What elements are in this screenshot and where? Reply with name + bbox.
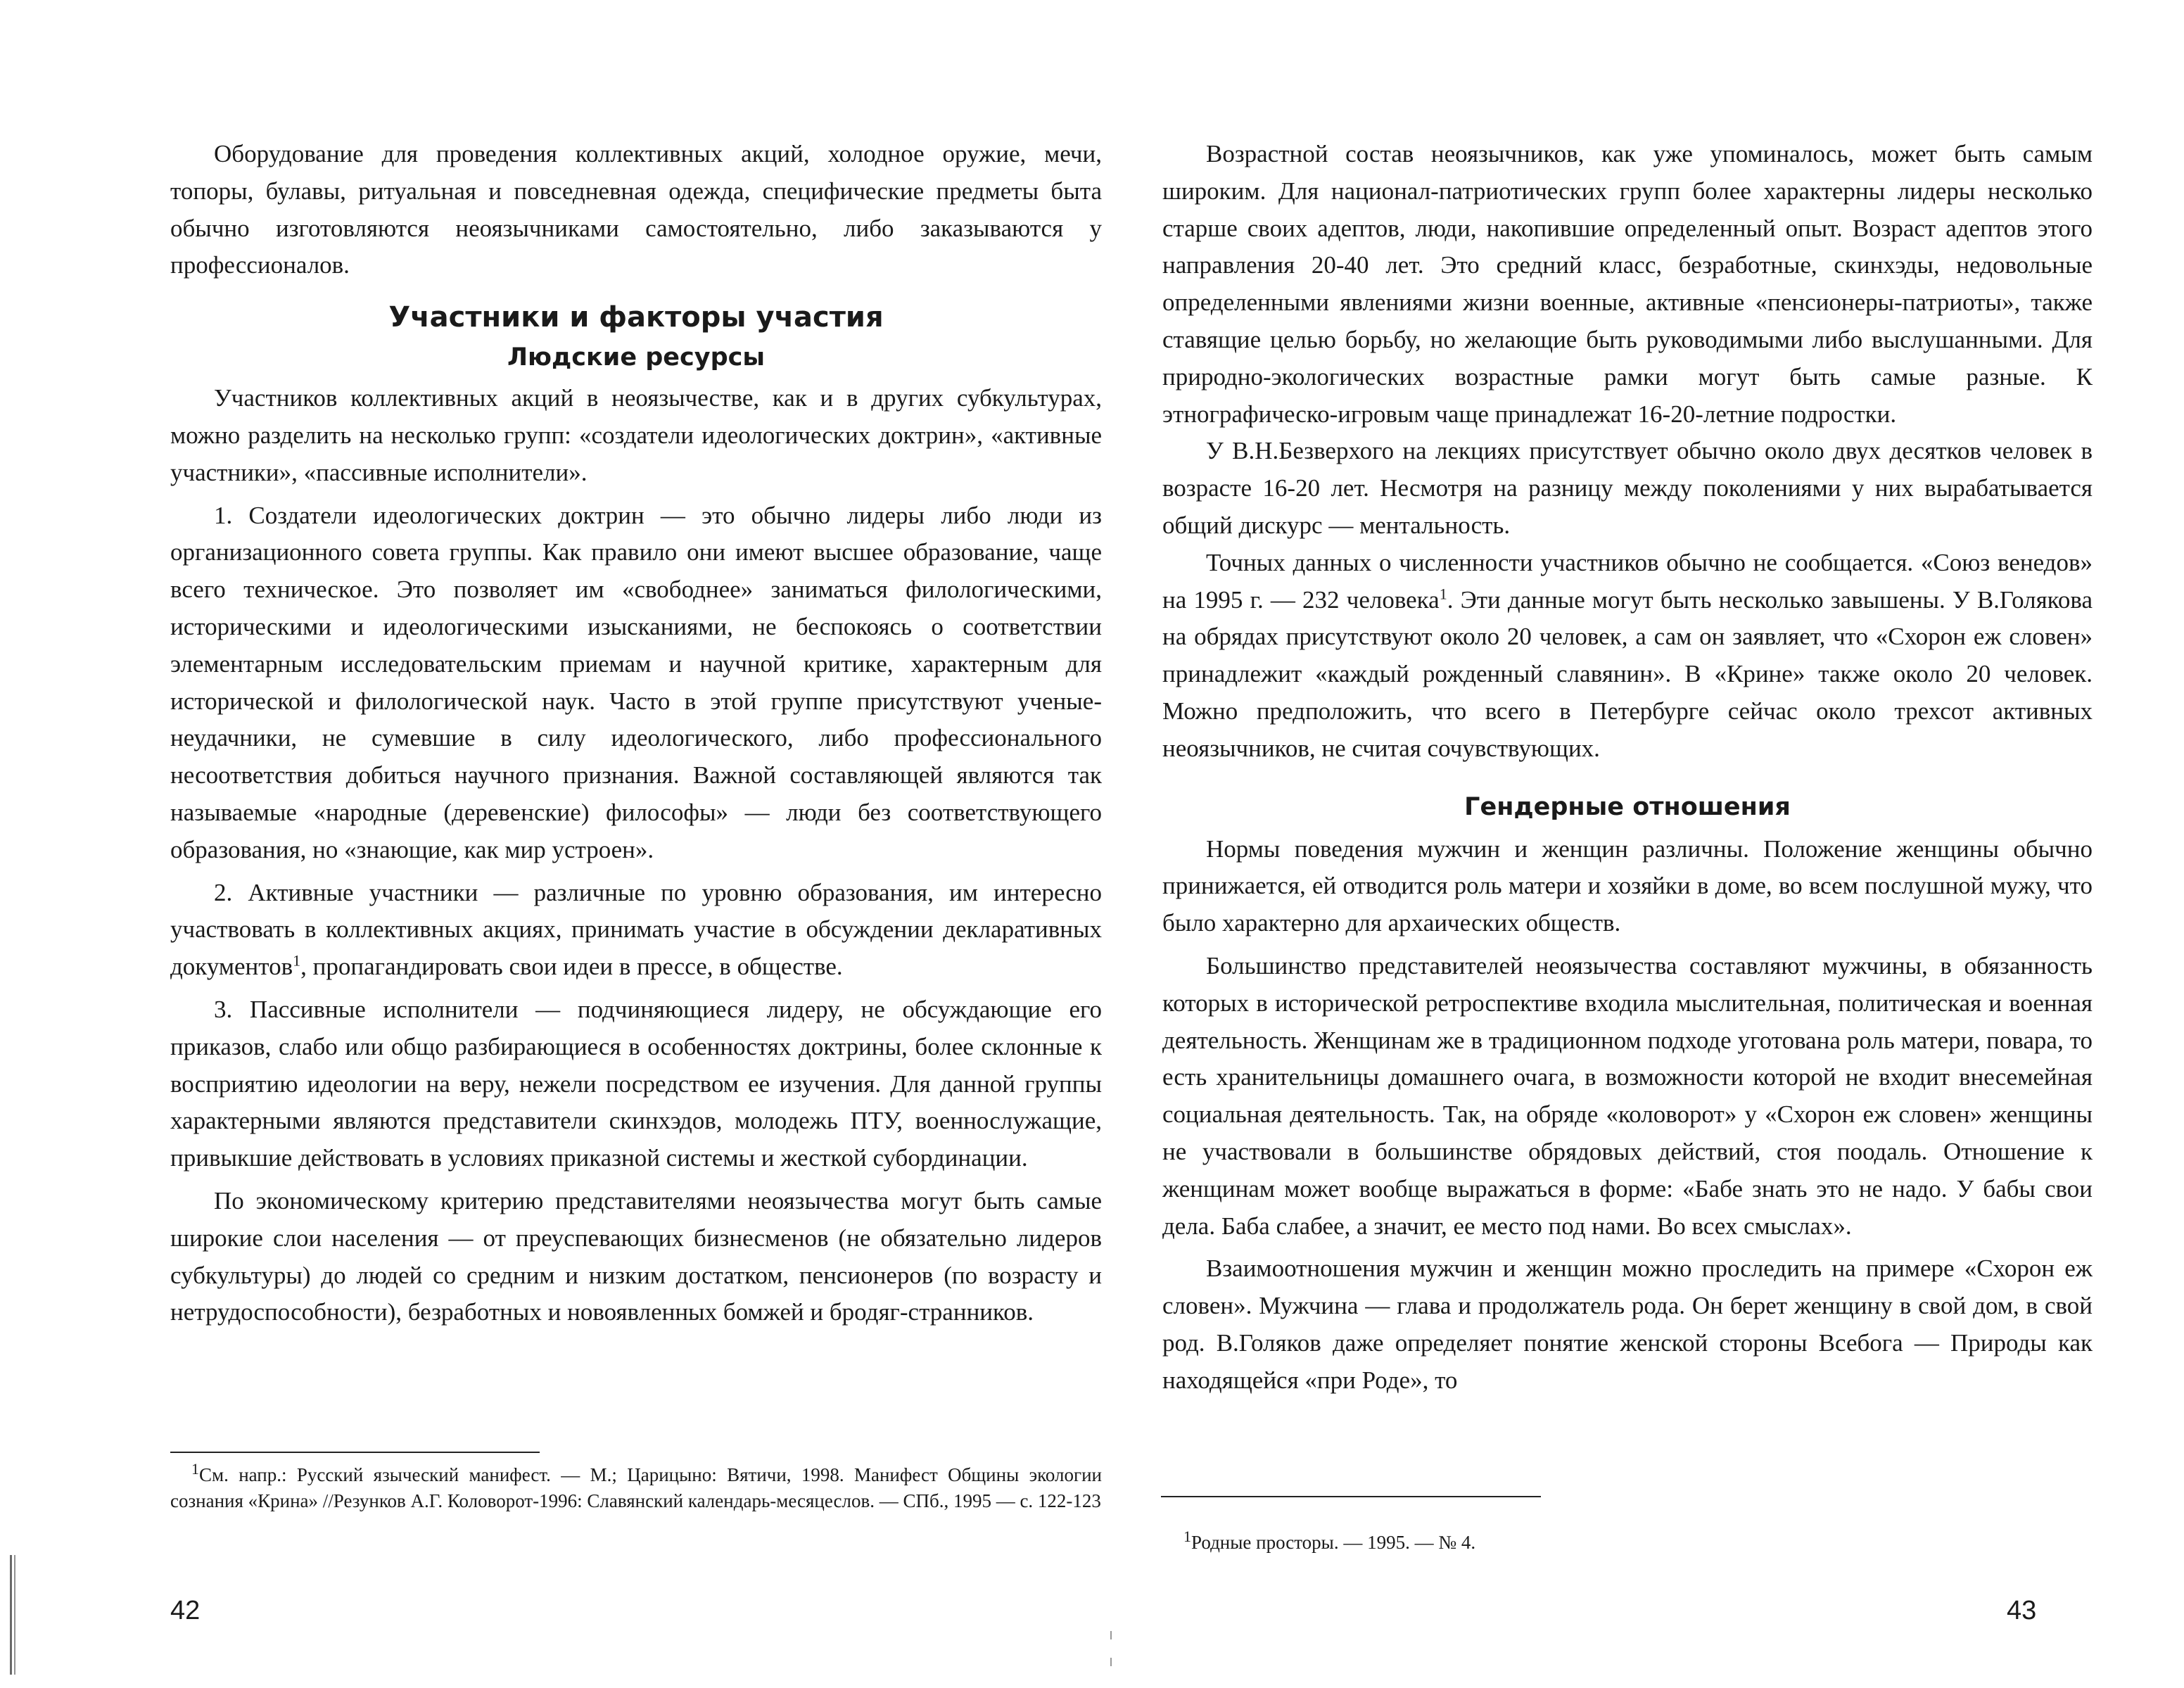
gutter-mark bbox=[1110, 1658, 1112, 1666]
subsection-heading-human-resources: Людские ресурсы bbox=[507, 343, 766, 372]
footnote-text: Родные просторы. — 1995. — № 4. bbox=[1191, 1532, 1476, 1553]
spine-mark bbox=[10, 1555, 20, 1675]
paragraph-text: Точных данных о численности участников обычно не сообщается. «Союз венедов» на 1995 г. — 232 человека bbox=[1162, 548, 2093, 614]
right-page bbox=[1092, 0, 2184, 1688]
right-paragraph: Возрастной состав неоязычников, как уже упоминалось, может быть самым широким. Для национал-патриотических групп более характерны лидеры несколько старше своих адептов, люди, накопившие определенный опыт. Возраст адептов этого направления 20-40 лет. Это средний класс, безработные, скинхэды, недовольные определенными явлениями жизни военные, активные «пенсионеры-патриоты», также ставящие целью борьбу, но желающие быть руководимыми либо выслушанными. Для природно-экологических возрастные рамки могут быть самые разные. К этнографическо-игровым чаще принадлежат 16-20-летние подростки. bbox=[1162, 140, 2093, 428]
left-paragraph-intro: Оборудование для проведения коллективных акций, холодное оружие, мечи, топоры, булавы, ритуальная и повседневная одежда, специфические предметы быта обычно изготовляются неоязычниками самостоятельно, либо заказываются у профессионалов. bbox=[170, 140, 1102, 279]
footnote-ref: 1 bbox=[1439, 584, 1447, 602]
right-paragraph: Взаимоотношения мужчин и женщин можно проследить на примере «Схорон еж словен». Мужчина — глава и продолжатель рода. Он берет женщину в свой дом, в свой род. В.Голяков даже определяет понятие женской стороны Всебога — Природы как находящейся «при Роде», то bbox=[1162, 1255, 2093, 1394]
right-footnote bbox=[1162, 1530, 2093, 1556]
right-paragraph: Нормы поведения мужчин и женщин различны. Положение женщины обычно принижается, ей отводится роль матери и хозяйки в доме, во всем послушной мужу, что было характерно для архаических обществ. bbox=[1162, 835, 2093, 937]
left-footnote bbox=[170, 1462, 1102, 1514]
paragraph-text: . Эти данные могут быть несколько завышены. У В.Голякова на обрядах присутствуют около 20 человек, а сам он заявляет, что «Схорон еж словен» принадлежит «каждый рожденный славянин». В «Крине» также около 20 человек. Можно предположить, что всего в Петербурге сейчас около трехсот активных неоязычников, не считая сочувствующих. bbox=[1162, 585, 2093, 762]
left-paragraph: 3. Пассивные исполнители — подчиняющиеся лидеру, не обсуждающие его приказов, слабо или общо разбирающиеся в особенностях доктрины, более склонные к восприятию идеологии на веру, нежели посредством ее изучения. Для данной группы характерными являются представители скинхэдов, молодежь ПТУ, военнослужащие, привыкшие действовать в условиях приказной системы и жесткой субординации. bbox=[170, 995, 1102, 1172]
gutter-mark bbox=[1110, 1631, 1112, 1639]
footnote-divider-right bbox=[1161, 1496, 1541, 1497]
section-heading: Участники и факторы участия bbox=[388, 301, 884, 334]
left-paragraph: Участников коллективных акций в неоязычестве, как и в других субкультурах, можно разделить на несколько групп: «создатели идеологических доктрин», «активные участники», «пассивные исполнители». bbox=[170, 384, 1102, 486]
right-paragraph-count bbox=[1162, 545, 2093, 768]
page-number: 42 bbox=[170, 1596, 201, 1625]
right-paragraph: Большинство представителей неоязычества составляют мужчины, в обязанность которых в исторической ретроспективе входила мыслительная, политическая и военная деятельность. Женщинам же в традиционном подходе уготована роль матери, повара, то есть хранительницы домашнего очага, в возможности которой не входит внесемейная социальная деятельность. Так, на обряде «коловорот» у «Схорон еж словен» женщины не участвовали в большинстве обрядовых действий, стоя поодаль. Отношение к женщинам может вообще выражаться в форме: «Бабе знать это не надо. У бабы свои дела. Баба слабее, а значит, ее место под нами. Во всех смыслах». bbox=[1162, 951, 2093, 1240]
footnote-ref: 1 bbox=[293, 951, 301, 970]
paragraph-text: , пропагандировать свои идеи в прессе, в обществе. bbox=[300, 953, 843, 981]
right-paragraph: У В.Н.Безверхого на лекциях присутствует обычно около двух десятков человек в возрасте 16-20 лет. Несмотря на разницу между поколениями у них вырабатывается общий дискурс — ментальность. bbox=[1162, 437, 2093, 539]
left-text-column bbox=[170, 136, 1102, 1331]
footnote-marker: 1 bbox=[1183, 1528, 1191, 1545]
right-text-column bbox=[1162, 136, 2093, 1400]
subsection-heading-gender: Гендерные отношения bbox=[1464, 792, 1791, 821]
page-number: 43 bbox=[2007, 1596, 2037, 1625]
paragraph-text: 2. Активные участники — различные по уровню образования, им интересно участвовать в коллективных акциях, принимать участие в обсуждении декларативных документов bbox=[170, 878, 1102, 981]
left-paragraph: По экономическому критерию представителями неоязычества могут быть самые широкие слои населения — от преуспевающих бизнесменов (не обязательно лидеров субкультуры) до людей со средним и низким достатком, пенсионеров (по возрасту и нетрудоспособности), безработных и новоявленных бомжей и бродяг-странников. bbox=[170, 1186, 1102, 1326]
footnote-marker: 1 bbox=[191, 1460, 199, 1478]
footnote-text: См. напр.: Русский языческий манифест. — М.; Царицыно: Вятичи, 1998. Манифест Общины экологии сознания «Крина» //Резунков А.Г. Коловорот-1996: Славянский календарь-месяцеслов. — СПб., 1995 — с. 122-123 bbox=[170, 1464, 1102, 1511]
left-paragraph-active-participants bbox=[170, 875, 1102, 986]
footnote-divider bbox=[170, 1452, 540, 1453]
left-paragraph: 1. Создатели идеологических доктрин — это обычно лидеры либо люди из организационного совета группы. Как правило они имеют высшее образование, чаще всего техническое. Это позволяет им «свободнее» заниматься филологическими, историческими и идеологическими изысканиями, не беспокоясь о соответствии элементарным исследовательским приемам и научной критике, характерным для исторической и филологической наук. Часто в этой группе присутствуют ученые-неудачники, не сумевшие в силу идеологического, либо профессионального несоответствия добиться научного признания. Важной составляющей являются так называемые «народные (деревенские) философы» — люди без соответствующего образования, но «знающие, как мир устроен». bbox=[170, 501, 1102, 863]
